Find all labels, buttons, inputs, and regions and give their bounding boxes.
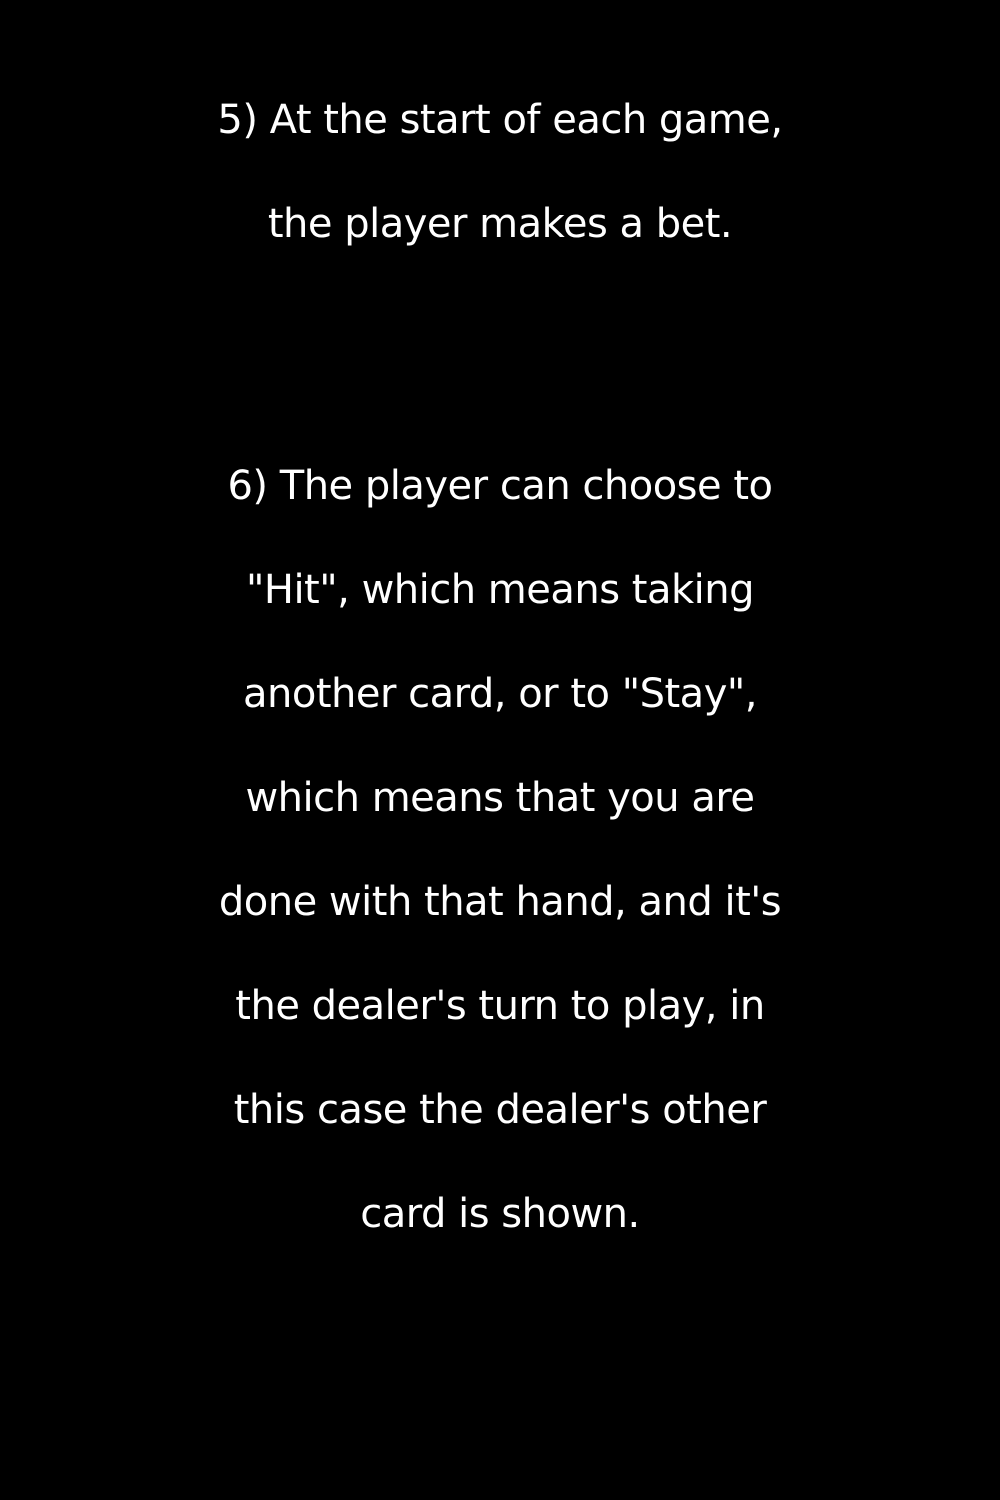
rule-5-line: the player makes a bet. [267,201,733,247]
rule-6-line: another card, or to "Stay", [243,671,757,717]
rule-5-line: 5) At the start of each game, [217,97,783,143]
rule-6-line: this case the dealer's other [233,1087,767,1133]
rule-6-line: which means that you are [245,775,755,821]
rule-6-line: the dealer's turn to play, in [235,983,765,1029]
rule-6-line: "Hit", which means taking [245,567,755,613]
rule-6-line: card is shown. [360,1191,640,1237]
rule-6-text [0,434,1000,1266]
rule-5-text [0,68,1000,276]
rule-6-line: done with that hand, and it's [218,879,782,925]
rule-6-line: 6) The player can choose to [227,463,773,509]
